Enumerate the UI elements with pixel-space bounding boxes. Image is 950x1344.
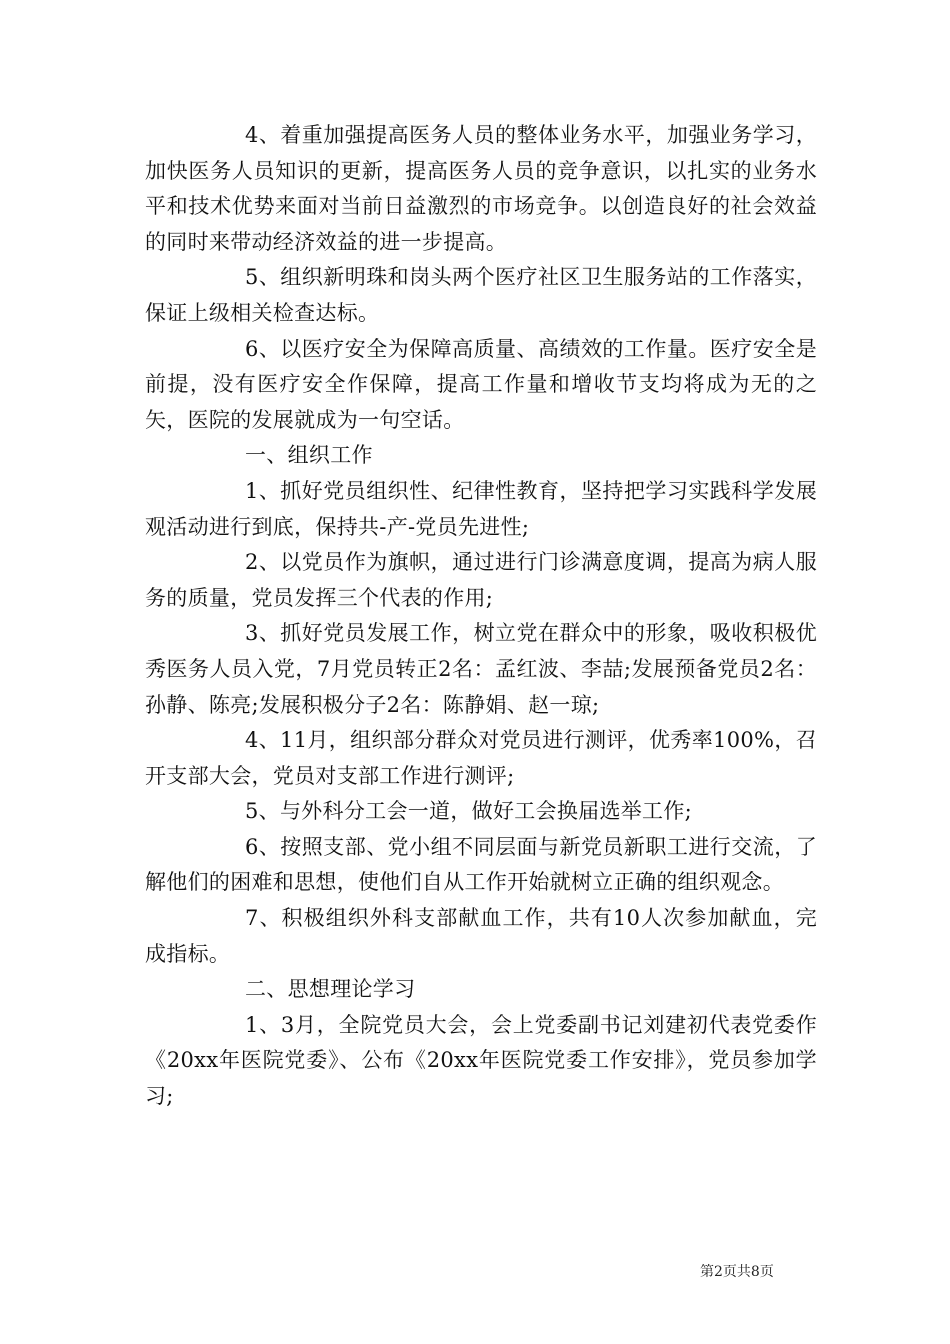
page-number-footer: 第2页共8页: [700, 1264, 774, 1280]
paragraph-item-5: 5、组织新明珠和岗头两个医疗社区卫生服务站的工作落实，保证上级相关检查达标。: [145, 265, 817, 325]
paragraph-item-4: 4、着重加强提高医务人员的整体业务水平，加强业务学习，加快医务人员知识的更新，提高医务人员的竞争意识，以扎实的业务水平和技术优势来面对当前日益激烈的市场竞争。以创造良好的社会效益的同时来带动经济效益的进一步提高。: [145, 123, 817, 254]
paragraph-org-5: 5、与外科分工会一道，做好工会换届选举工作;: [245, 799, 693, 824]
section-heading-theory-study: 二、思想理论学习: [245, 977, 416, 1002]
paragraph-org-2: 2、以党员作为旗帜，通过进行门诊满意度调，提高为病人服务的质量，党员发挥三个代表的作用;: [145, 550, 817, 610]
document-body: [145, 118, 817, 1115]
paragraph-item-6: 6、以医疗安全为保障高质量、高绩效的工作量。医疗安全是前提，没有医疗安全作保障，提高工作量和增收节支均将成为无的之矢，医院的发展就成为一句空话。: [145, 336, 817, 432]
paragraph-org-1: 1、抓好党员组织性、纪律性教育，坚持把学习实践科学发展观活动进行到底，保持共-产-党员先进性;: [145, 478, 817, 539]
paragraph-study-1: 1、3月，全院党员大会，会上党委副书记刘建初代表党委作《20xx年医院党委》、公布《20xx年医院党委工作安排》，党员参加学习;: [145, 1012, 817, 1109]
section-heading-organization: 一、组织工作: [245, 443, 373, 468]
paragraph-org-7: 7、积极组织外科支部献血工作，共有10人次参加献血，完成指标。: [145, 906, 817, 966]
paragraph-org-4: 4、11月，组织部分群众对党员进行测评，优秀率100%，召开支部大会，党员对支部工作进行测评;: [145, 728, 817, 788]
paragraph-org-6: 6、按照支部、党小组不同层面与新党员新职工进行交流，了解他们的困难和思想，使他们自从工作开始就树立正确的组织观念。: [145, 834, 817, 895]
paragraph-org-3: 3、抓好党员发展工作，树立党在群众中的形象，吸收积极优秀医务人员入党，7月党员转正2名：孟红波、李喆;发展预备党员2名：孙静、陈亮;发展积极分子2名：陈静娟、赵一琼;: [145, 621, 817, 717]
